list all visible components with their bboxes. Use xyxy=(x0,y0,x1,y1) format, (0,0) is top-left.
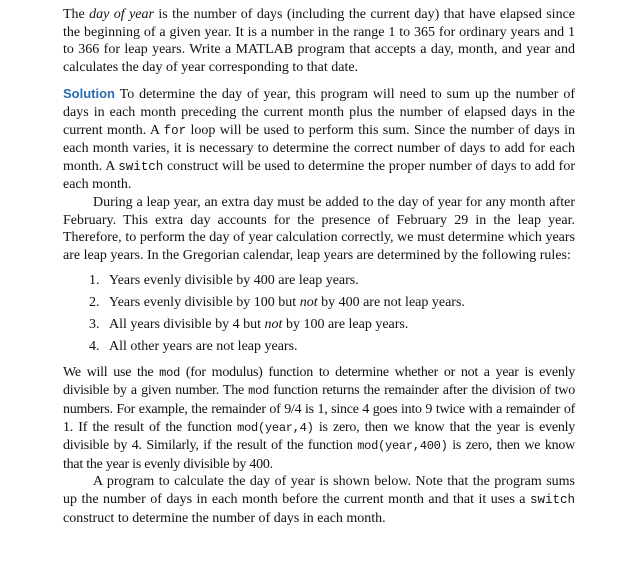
program-intro-paragraph xyxy=(63,473,575,527)
solution-label: Solution xyxy=(63,86,115,102)
solution-text-1: To determine the day of year, this program will need to sum up the number of days in each month preceding the current month plus the number of elapsed days in the current month. A xyxy=(63,87,575,138)
list-number: 2. xyxy=(89,295,100,311)
list-item xyxy=(89,294,575,312)
rule-text: by 400 are not leap years. xyxy=(317,295,465,311)
list-number: 4. xyxy=(89,339,100,355)
rule-text: All other years are not leap years. xyxy=(109,339,298,355)
list-item xyxy=(89,272,575,290)
list-number: 3. xyxy=(89,317,100,333)
intro-text-1: The xyxy=(63,7,90,22)
program-text-1: A program to calculate the day of year is shown below. Note that the program sums up the number of days in each month before the current month and that it uses a xyxy=(63,474,575,508)
mod-text-1: We will use the xyxy=(63,364,160,380)
code-switch: switch xyxy=(118,159,164,174)
rule-emphasis: not xyxy=(299,295,318,311)
code-mod-year-4: mod(year,4) xyxy=(237,420,314,435)
rule-text: Years evenly divisible by 100 but xyxy=(109,295,300,311)
solution-text-2: loop will be used to perform this sum. Since the number of days in each month varies, it is necessary to determine the correct number of days to add for each month. A xyxy=(63,122,575,174)
rule-text: by 100 are leap years. xyxy=(282,317,409,333)
list-item xyxy=(89,338,575,356)
code-mod: mod xyxy=(248,384,270,399)
document-page xyxy=(63,6,575,527)
program-text-2: construct to determine the number of days in each month. xyxy=(63,510,386,526)
code-mod-year-400: mod(year,400) xyxy=(357,439,448,454)
solution-paragraph-1 xyxy=(63,85,575,194)
list-number: 1. xyxy=(89,273,100,289)
code-mod: mod xyxy=(159,365,181,380)
mod-text-3: function returns the remainder after the division of two numbers. For example, the remainder of 9/4 is 1, since 4 goes into 9 twice with a remainder of 1. If the result of the function xyxy=(63,383,575,435)
rule-text: Years evenly divisible by 400 are leap years. xyxy=(109,273,359,289)
solution-text-3: construct will be used to determine the proper number of days to add for each month. xyxy=(63,158,575,193)
solution-paragraph-2: During a leap year, an extra day must be added to the day of year for any month after February. This extra day accounts for the presence of February 29 in the leap year. Therefore, to perform the day of year calculation correctly, we must determine which years are leap years. In the Gregorian calendar, leap years are determined by the following rules: xyxy=(63,194,575,263)
leap-year-rules-list xyxy=(63,272,575,356)
intro-term: day of year xyxy=(89,7,154,22)
intro-text-2: is the number of days (including the current day) that have elapsed since the beginning of a given year. It is a number in the range 1 to 365 for ordinary years and 1 to 366 for leap years. Write a MATLAB program that accepts a day, month, and year and calculates the day of year corresponding to that date. xyxy=(63,7,575,75)
intro-paragraph xyxy=(63,6,575,76)
code-for: for xyxy=(163,123,187,138)
mod-text-5: is zero, then we know that the year is evenly divisible by 400. xyxy=(63,438,575,472)
mod-paragraph xyxy=(63,364,575,474)
list-item xyxy=(89,316,575,334)
mod-text-2: (for modulus) function to determine whether or not a year is evenly divisible by a given number. The xyxy=(63,364,575,399)
rule-emphasis: not xyxy=(264,317,283,333)
rule-text: All years divisible by 4 but xyxy=(109,317,265,333)
code-switch: switch xyxy=(529,493,575,508)
mod-text-4: is zero, then we know that the year is evenly divisible by 4. Similarly, if the result of the function xyxy=(63,419,575,454)
